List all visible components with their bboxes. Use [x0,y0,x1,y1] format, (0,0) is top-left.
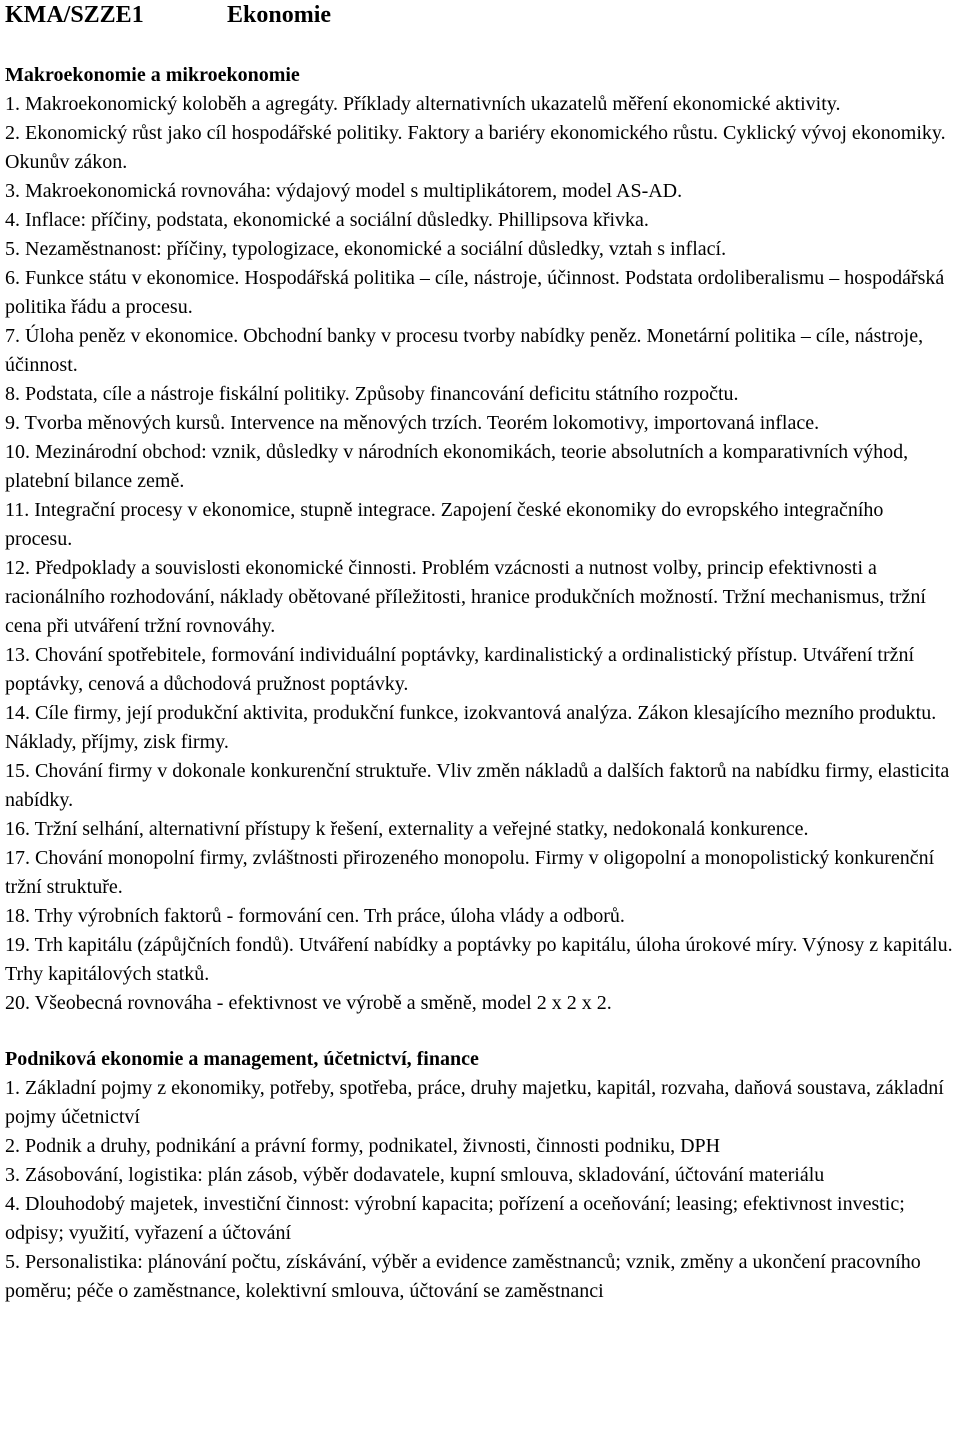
section-macro-micro [5,61,955,1018]
topic-list [5,1074,955,1306]
document-header [5,0,955,30]
topic-item: 17. Chování monopolní firmy, zvláštnosti přirozeného monopolu. Firmy v oligopolní a monopolistický konkurenční tržní struktuře. [5,847,935,898]
topic-item: 11. Integrační procesy v ekonomice, stupně integrace. Zapojení české ekonomiky do evropského integračního procesu. [5,499,884,550]
topic-item: 4. Inflace: příčiny, podstata, ekonomické a sociální důsledky. Phillipsova křivka. [5,209,649,231]
topic-item: 5. Nezaměstnanost: příčiny, typologizace, ekonomické a sociální důsledky, vztah s inflací. [5,238,727,260]
topic-list [5,90,955,1018]
topic-item: 15. Chování firmy v dokonale konkurenční struktuře. Vliv změn nákladů a dalších faktorů na nabídku firmy, elasticita nabídky. [5,760,950,811]
topic-item: 18. Trhy výrobních faktorů - formování cen. Trh práce, úloha vlády a odborů. [5,905,625,927]
topic-item: 2. Podnik a druhy, podnikání a právní formy, podnikatel, živnosti, činnosti podniku, DPH [5,1135,721,1157]
topic-item: 5. Personalistika: plánování počtu, získávání, výběr a evidence zaměstnanců; vznik, změny a ukončení pracovního poměru; péče o zaměstnance, kolektivní smlouva, účtování se zaměstnanci [5,1251,921,1302]
topic-item: 1. Makroekonomický koloběh a agregáty. Příklady alternativních ukazatelů měření ekonomické aktivity. [5,93,841,115]
topic-item: 16. Tržní selhání, alternativní přístupy k řešení, externality a veřejné statky, nedokonalá konkurence. [5,818,809,840]
course-code: KMA/SZZE1 [5,2,144,28]
document-title: Ekonomie [227,2,332,28]
topic-item: 7. Úloha peněz v ekonomice. Obchodní banky v procesu tvorby nabídky peněz. Monetární politika – cíle, nástroje, účinnost. [5,325,924,376]
document-page [5,0,955,1306]
topic-item: 19. Trh kapitálu (zápůjčních fondů). Utváření nabídky a poptávky po kapitálu, úloha úrokové míry. Výnosy z kapitálu. Trhy kapitálových statků. [5,934,953,985]
section-business-economics [5,1045,955,1306]
topic-item: 6. Funkce státu v ekonomice. Hospodářská politika – cíle, nástroje, účinnost. Podstata ordoliberalismu – hospodářská politika řádu a procesu. [5,267,945,318]
topic-item: 9. Tvorba měnových kursů. Intervence na měnových trzích. Teorém lokomotivy, importovaná inflace. [5,412,820,434]
topic-item: 13. Chování spotřebitele, formování individuální poptávky, kardinalistický a ordinalistický přístup. Utváření tržní poptávky, cenová a důchodová pružnost poptávky. [5,644,915,695]
topic-item: 3. Makroekonomická rovnováha: výdajový model s multiplikátorem, model AS-AD. [5,180,683,202]
topic-item: 4. Dlouhodobý majetek, investiční činnost: výrobní kapacita; pořízení a oceňování; leasing; efektivnost investic; odpisy; využití, vyřazení a účtování [5,1193,905,1244]
section-title: Makroekonomie a mikroekonomie [5,64,300,86]
topic-item: 1. Základní pojmy z ekonomiky, potřeby, spotřeba, práce, druhy majetku, kapitál, rozvaha, daňová soustava, základní pojmy účetnictví [5,1077,944,1128]
topic-item: 3. Zásobování, logistika: plán zásob, výběr dodavatele, kupní smlouva, skladování, účtování materiálu [5,1164,825,1186]
topic-item: 12. Předpoklady a souvislosti ekonomické činnosti. Problém vzácnosti a nutnost volby, princip efektivnosti a racionálního rozhodování, náklady obětované příležitosti, hranice produkčních možností. Tržní mechanismus, tržní cena při utváření tržní rovnováhy. [5,557,926,637]
section-title: Podniková ekonomie a management, účetnictví, finance [5,1048,479,1070]
topic-item: 2. Ekonomický růst jako cíl hospodářské politiky. Faktory a bariéry ekonomického růstu. Cyklický vývoj ekonomiky. Okunův zákon. [5,122,946,173]
topic-item: 14. Cíle firmy, její produkční aktivita, produkční funkce, izokvantová analýza. Zákon klesajícího mezního produktu. Náklady, příjmy, zisk firmy. [5,702,937,753]
topic-item: 8. Podstata, cíle a nástroje fiskální politiky. Způsoby financování deficitu státního rozpočtu. [5,383,739,405]
topic-item: 10. Mezinárodní obchod: vznik, důsledky v národních ekonomikách, teorie absolutních a komparativních výhod, platební bilance země. [5,441,909,492]
topic-item: 20. Všeobecná rovnováha - efektivnost ve výrobě a směně, model 2 x 2 x 2. [5,992,612,1014]
